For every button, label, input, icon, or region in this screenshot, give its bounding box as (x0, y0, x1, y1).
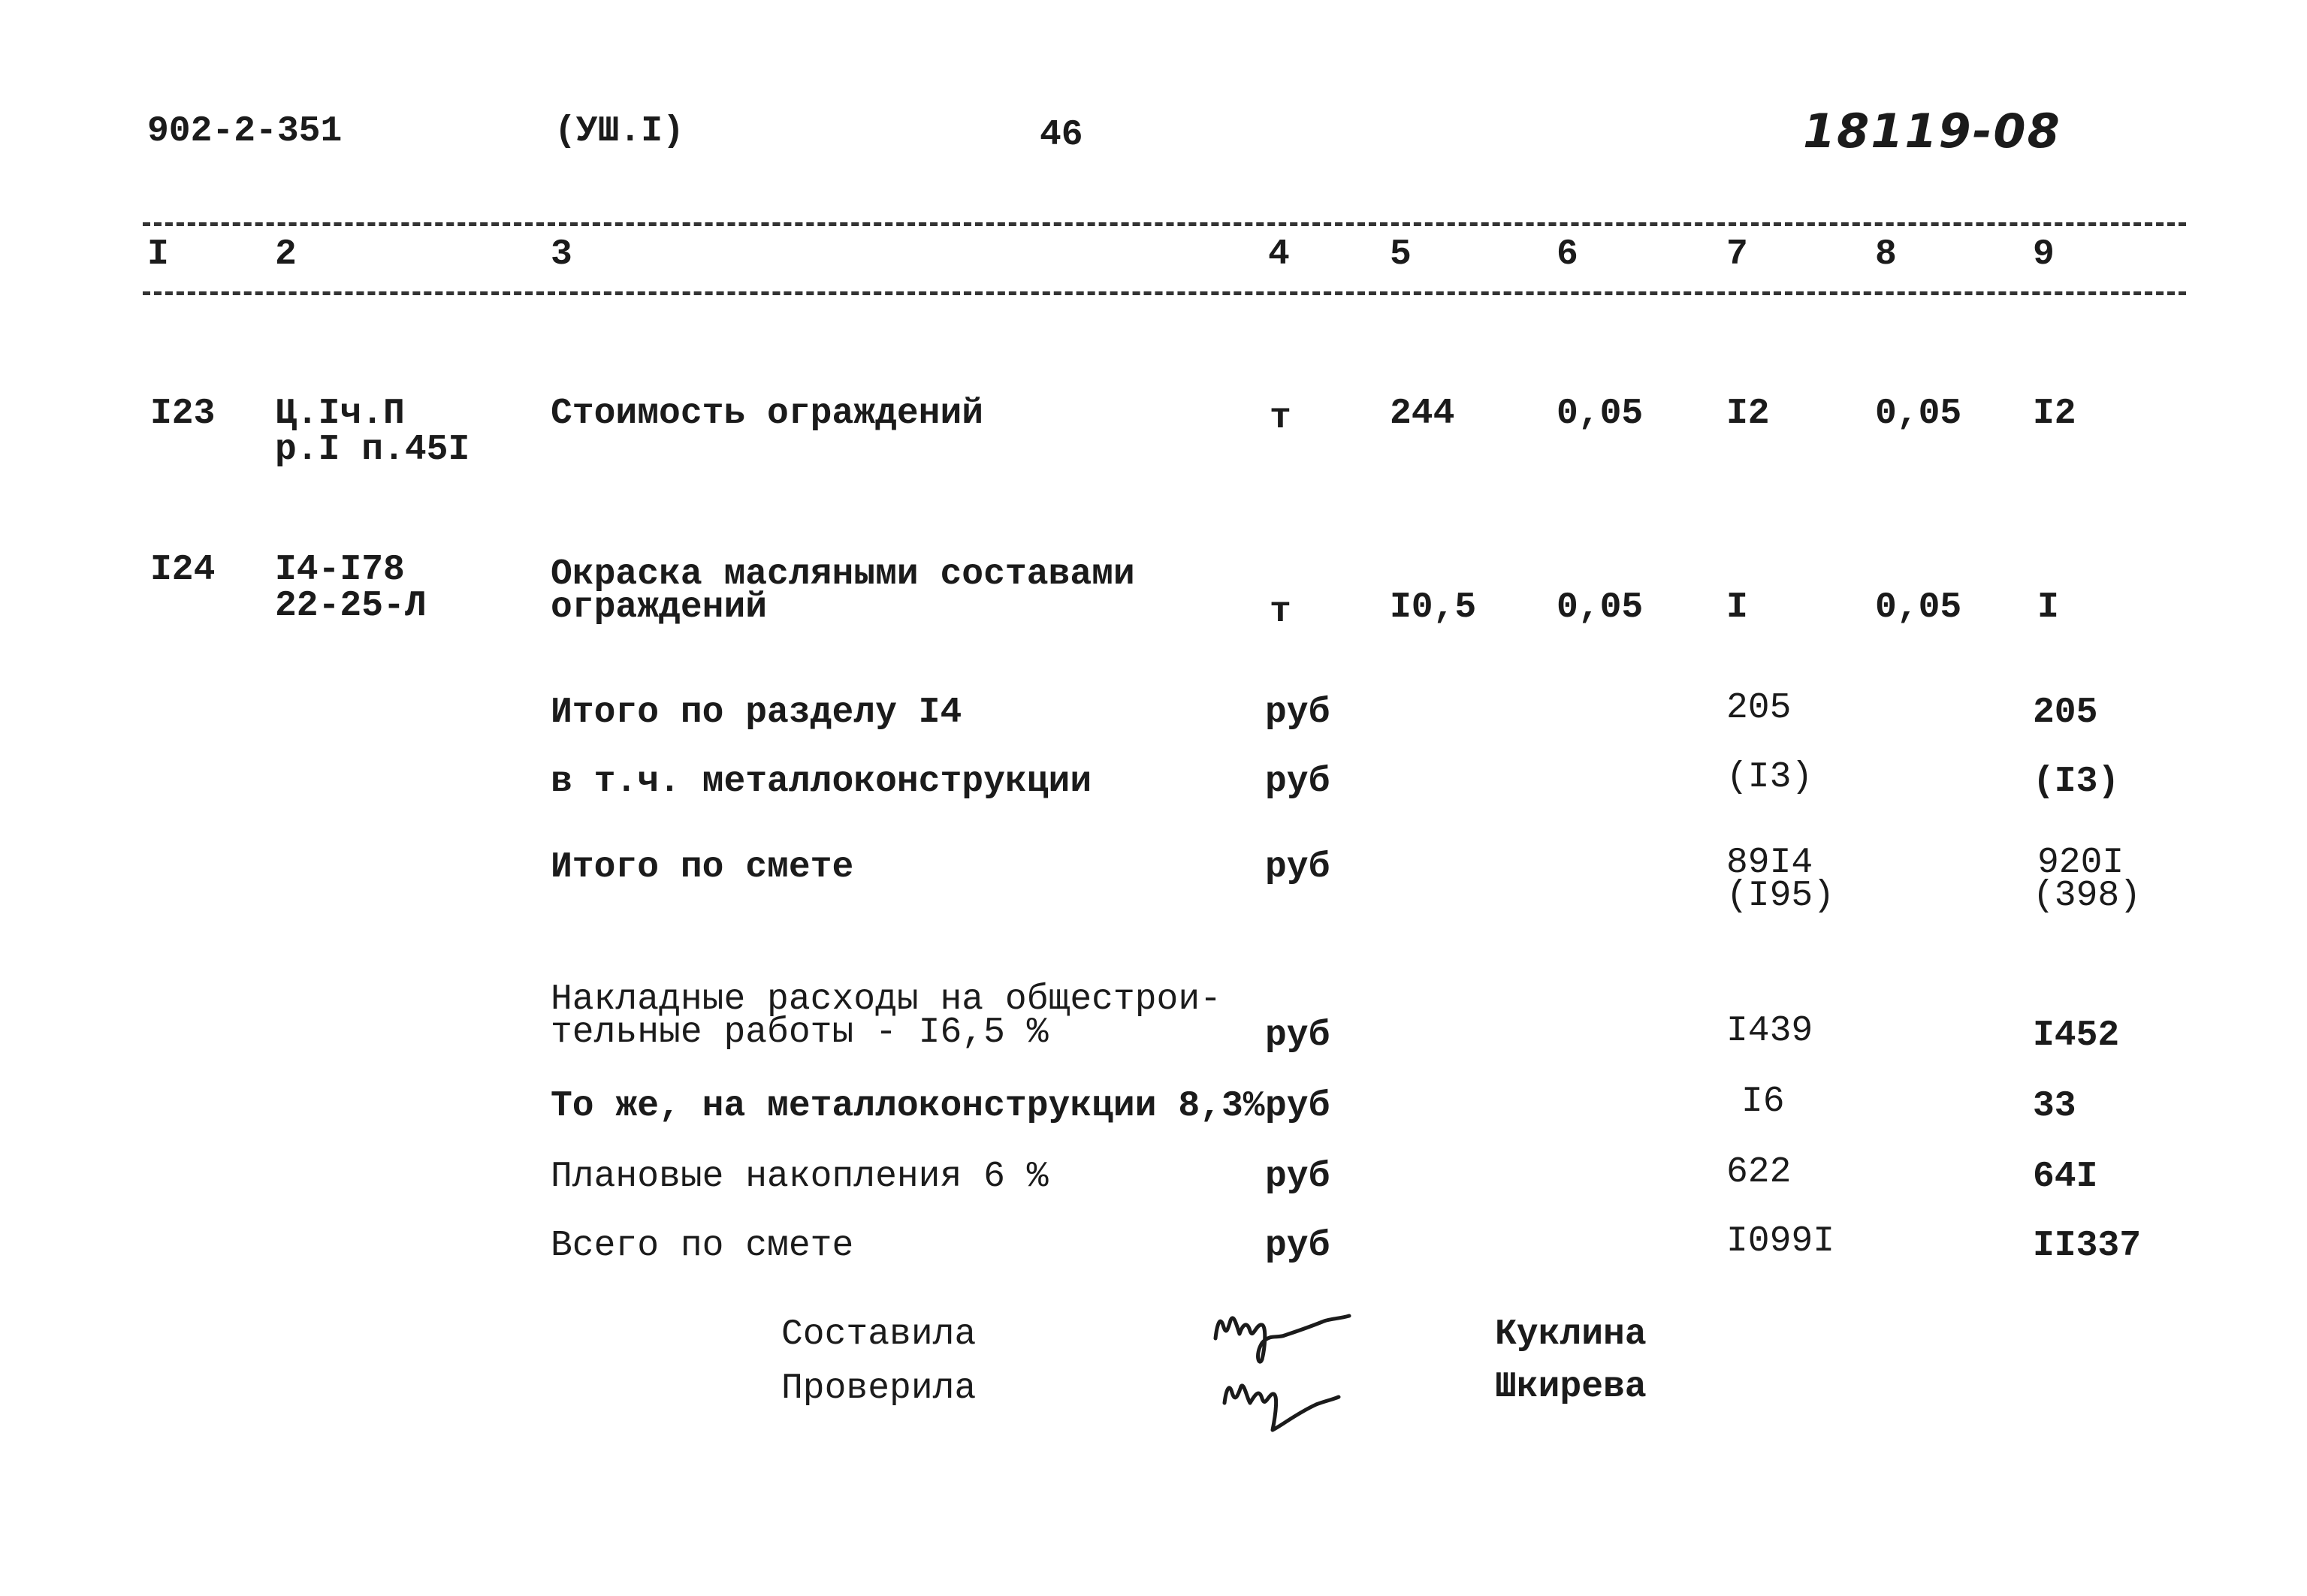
total-col7-line1: 89I4 (1726, 843, 1813, 883)
header-rule-top (143, 222, 2186, 226)
row-col6: 0,05 (1557, 587, 1644, 628)
section-label: (УШ.I) (554, 111, 684, 152)
row-qty: 244 (1390, 394, 1455, 434)
col-header-7: 7 (1726, 234, 1748, 275)
total-label: Всего по смете (551, 1226, 854, 1266)
col-header-6: 6 (1557, 234, 1578, 275)
document-code: 902-2-351 (147, 111, 343, 152)
total-col9: 64I (2033, 1157, 2098, 1197)
row-unit: т (1270, 592, 1291, 632)
stamp-number: 18119-08 (1803, 104, 2061, 158)
row-col8: 0,05 (1875, 587, 1962, 628)
compiled-by-label: Составила (781, 1314, 977, 1355)
total-unit: руб (1265, 1086, 1330, 1127)
total-col9: II337 (2033, 1226, 2142, 1266)
total-col9: I452 (2033, 1015, 2120, 1056)
row-number: I24 (150, 550, 216, 590)
row-code-line2: р.I п.45I (275, 430, 470, 470)
total-unit: руб (1265, 1015, 1330, 1056)
row-col9: I (2037, 587, 2059, 628)
total-col7: (I3) (1726, 757, 1813, 798)
row-col8: 0,05 (1875, 394, 1962, 434)
row-name-line2: ограждений (551, 587, 768, 628)
total-label: Плановые накопления 6 % (551, 1157, 1049, 1197)
total-col7-line2: (I95) (1726, 876, 1835, 916)
checked-by-label: Проверила (781, 1368, 977, 1409)
total-col7: I099I (1726, 1221, 1835, 1262)
total-col9-line1: 920I (2037, 843, 2124, 883)
total-unit: руб (1265, 762, 1330, 802)
total-col7: I6 (1741, 1082, 1785, 1122)
row-unit: т (1270, 398, 1291, 439)
col-header-1: I (147, 234, 169, 275)
checker-signature (1218, 1365, 1346, 1441)
total-col9: 205 (2033, 692, 2098, 733)
compiler-signature (1209, 1302, 1360, 1370)
total-label-line1: Накладные расходы на общестрои- (551, 979, 1221, 1020)
checked-by-name: Шкирева (1495, 1367, 1647, 1407)
total-unit: руб (1265, 1226, 1330, 1266)
col-header-5: 5 (1390, 234, 1412, 275)
compiled-by-name: Куклина (1495, 1314, 1647, 1355)
total-col7: 205 (1726, 688, 1792, 729)
total-col9-line2: (398) (2033, 876, 2142, 916)
total-unit: руб (1265, 847, 1330, 888)
row-code-line2: 22-25-Л (275, 586, 427, 626)
total-col7: I439 (1726, 1011, 1813, 1051)
row-col7: I (1726, 587, 1748, 628)
total-label-line2: тельные работы - I6,5 % (551, 1012, 1049, 1053)
page-number: 46 (1040, 115, 1083, 155)
row-code-line1: I4-I78 (275, 550, 405, 590)
col-header-2: 2 (275, 234, 297, 275)
total-unit: руб (1265, 692, 1330, 733)
col-header-4: 4 (1268, 234, 1290, 275)
row-name-line1: Окраска масляными составами (551, 554, 1135, 595)
col-header-3: 3 (551, 234, 572, 275)
row-qty: I0,5 (1390, 587, 1477, 628)
total-label: Итого по смете (551, 847, 854, 888)
row-col7: I2 (1726, 394, 1770, 434)
row-col6: 0,05 (1557, 394, 1644, 434)
row-name: Стоимость ограждений (551, 394, 984, 434)
col-header-8: 8 (1875, 234, 1897, 275)
total-unit: руб (1265, 1157, 1330, 1197)
total-label: То же, на металлоконструкции 8,3% (551, 1086, 1265, 1127)
total-col9: 33 (2033, 1086, 2076, 1127)
total-label: Итого по разделу I4 (551, 692, 962, 733)
col-header-9: 9 (2033, 234, 2055, 275)
total-col9: (I3) (2033, 762, 2120, 802)
header-rule-bottom (143, 291, 2186, 295)
row-col9: I2 (2033, 394, 2076, 434)
row-number: I23 (150, 394, 216, 434)
total-col7: 622 (1726, 1152, 1792, 1193)
row-code-line1: Ц.Iч.П (275, 394, 405, 434)
total-label: в т.ч. металлоконструкции (551, 762, 1092, 802)
